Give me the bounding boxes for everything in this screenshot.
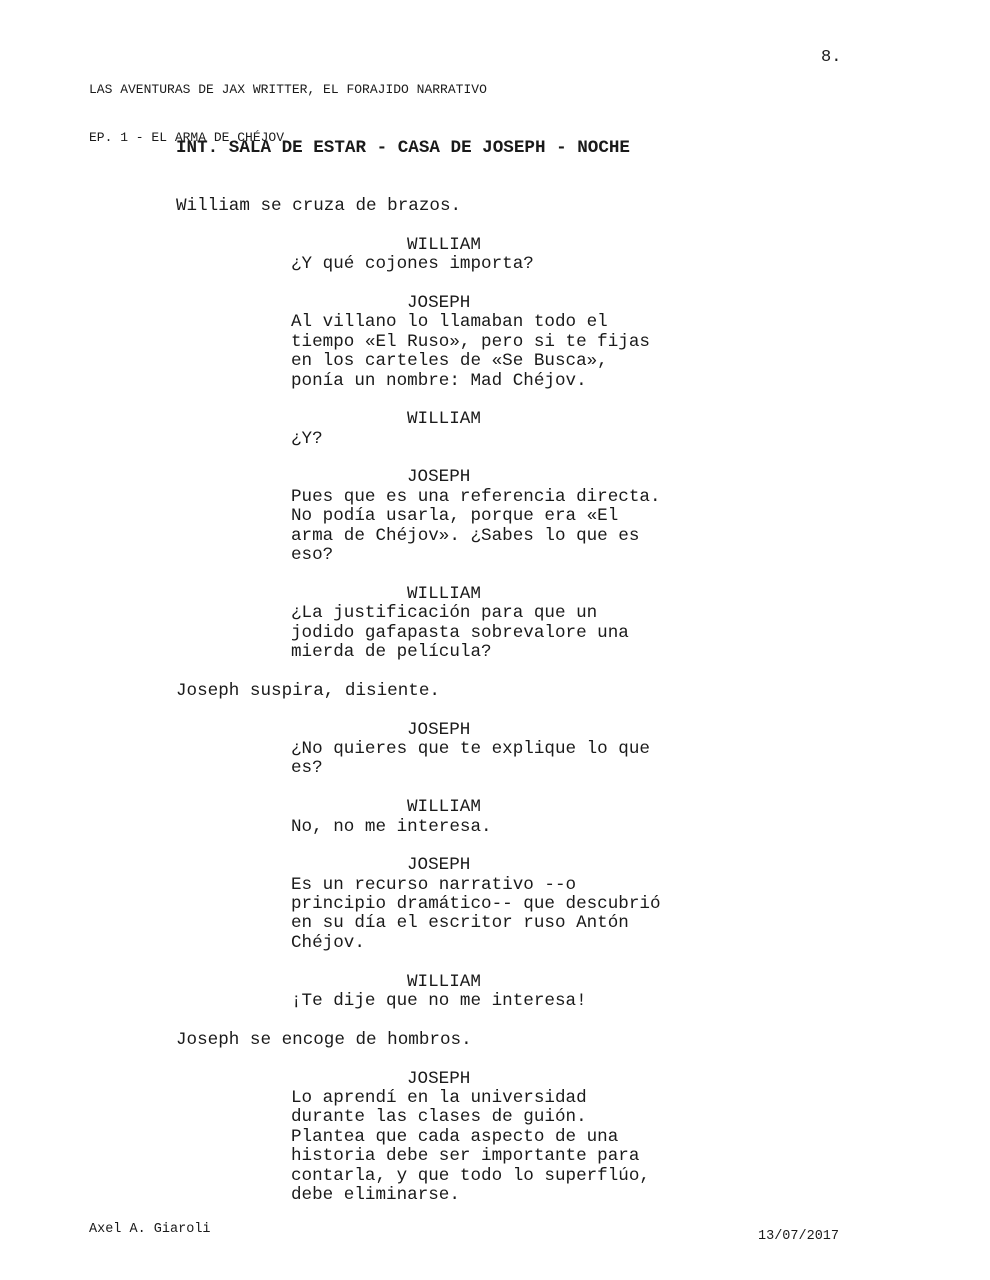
character-name: JOSEPH — [407, 292, 471, 313]
dialogue-line: Es un recurso narrativo --o — [291, 874, 577, 895]
action-block — [0, 197, 990, 216]
block-spacer — [0, 391, 990, 410]
dialogue-line: arma de Chéjov». ¿Sabes lo que es — [291, 525, 640, 546]
dialogue-line: ¿Y qué cojones importa? — [291, 254, 534, 275]
dialogue-block — [0, 721, 990, 779]
action-block — [0, 682, 990, 701]
dialogue-block — [0, 236, 990, 275]
script-body — [0, 100, 990, 1205]
character-name: WILLIAM — [407, 583, 481, 604]
dialogue-line: Pues que es una referencia directa. — [291, 486, 661, 507]
action-line: Joseph se encoge de hombros. — [176, 1029, 472, 1050]
dialogue-line: ¿La justificación para que un — [291, 603, 598, 624]
dialogue-block — [0, 468, 990, 565]
dialogue-line: No, no me interesa. — [291, 816, 492, 837]
dialogue-line: jodido gafapasta sobrevalore una — [291, 622, 629, 643]
dialogue-block — [0, 1070, 990, 1206]
dialogue-line: Al villano lo llamaban todo el — [291, 312, 608, 333]
block-spacer — [0, 662, 990, 681]
dialogue-block — [0, 585, 990, 663]
dialogue-line: Lo aprendí en la universidad — [291, 1087, 587, 1108]
block-spacer — [0, 779, 990, 798]
dialogue-line: historia debe ser importante para — [291, 1146, 640, 1167]
character-name: JOSEPH — [407, 855, 471, 876]
dialogue-line: en los carteles de «Se Busca», — [291, 351, 608, 372]
block-spacer — [0, 275, 990, 294]
dialogue-block — [0, 410, 990, 449]
dialogue-block — [0, 973, 990, 1012]
block-spacer — [0, 837, 990, 856]
dialogue-line: principio dramático-- que descubrió — [291, 894, 661, 915]
page-number: 8. — [821, 48, 842, 67]
dialogue-line: No podía usarla, porque era «El — [291, 506, 619, 527]
character-name: WILLIAM — [407, 234, 481, 255]
block-spacer — [0, 216, 990, 235]
dialogue-block — [0, 294, 990, 391]
block-spacer — [0, 701, 990, 720]
footer-author: Axel A. Giaroli — [89, 1222, 211, 1237]
character-name: WILLIAM — [407, 409, 481, 430]
action-block — [0, 1031, 990, 1050]
dialogue-line: eso? — [291, 545, 334, 566]
dialogue-block — [0, 798, 990, 837]
episode-title: EP. 1 - EL ARMA DE CHÉJOV — [89, 130, 285, 145]
block-spacer — [0, 178, 990, 197]
character-name: WILLIAM — [407, 797, 481, 818]
series-title: LAS AVENTURAS DE JAX WRITTER, EL FORAJIDO NARRATIVO — [89, 82, 487, 97]
action-line: William se cruza de brazos. — [176, 196, 462, 216]
block-spacer — [0, 953, 990, 972]
dialogue-line: ¡Te dije que no me interesa! — [291, 991, 587, 1012]
dialogue-line: tiempo «El Ruso», pero si te fijas — [291, 331, 650, 352]
dialogue-line: en su día el escritor ruso Antón — [291, 913, 629, 934]
scene-heading: INT. SALA DE ESTAR - CASA DE JOSEPH - NOCHE — [176, 137, 630, 158]
block-spacer — [0, 449, 990, 468]
footer-date: 13/07/2017 — [758, 1229, 840, 1244]
dialogue-line: mierda de película? — [291, 641, 492, 662]
dialogue-block — [0, 856, 990, 953]
block-spacer — [0, 1011, 990, 1030]
action-line: Joseph suspira, disiente. — [176, 680, 440, 701]
dialogue-line: Plantea que cada aspecto de una — [291, 1126, 619, 1147]
character-name: JOSEPH — [407, 467, 471, 488]
dialogue-line: es? — [291, 758, 323, 779]
dialogue-line: contarla, y que todo lo superflúo, — [291, 1165, 650, 1186]
character-name: WILLIAM — [407, 971, 481, 992]
character-name: JOSEPH — [407, 1068, 471, 1089]
block-spacer — [0, 1050, 990, 1069]
block-spacer — [0, 565, 990, 584]
dialogue-line: durante las clases de guión. — [291, 1107, 587, 1128]
dialogue-line: ¿No quieres que te explique lo que — [291, 738, 650, 759]
character-name: JOSEPH — [407, 719, 471, 740]
dialogue-line: ¿Y? — [291, 428, 323, 449]
dialogue-line: ponía un nombre: Mad Chéjov. — [291, 370, 587, 391]
dialogue-line: Chéjov. — [291, 932, 365, 953]
dialogue-line: debe eliminarse. — [291, 1184, 460, 1205]
